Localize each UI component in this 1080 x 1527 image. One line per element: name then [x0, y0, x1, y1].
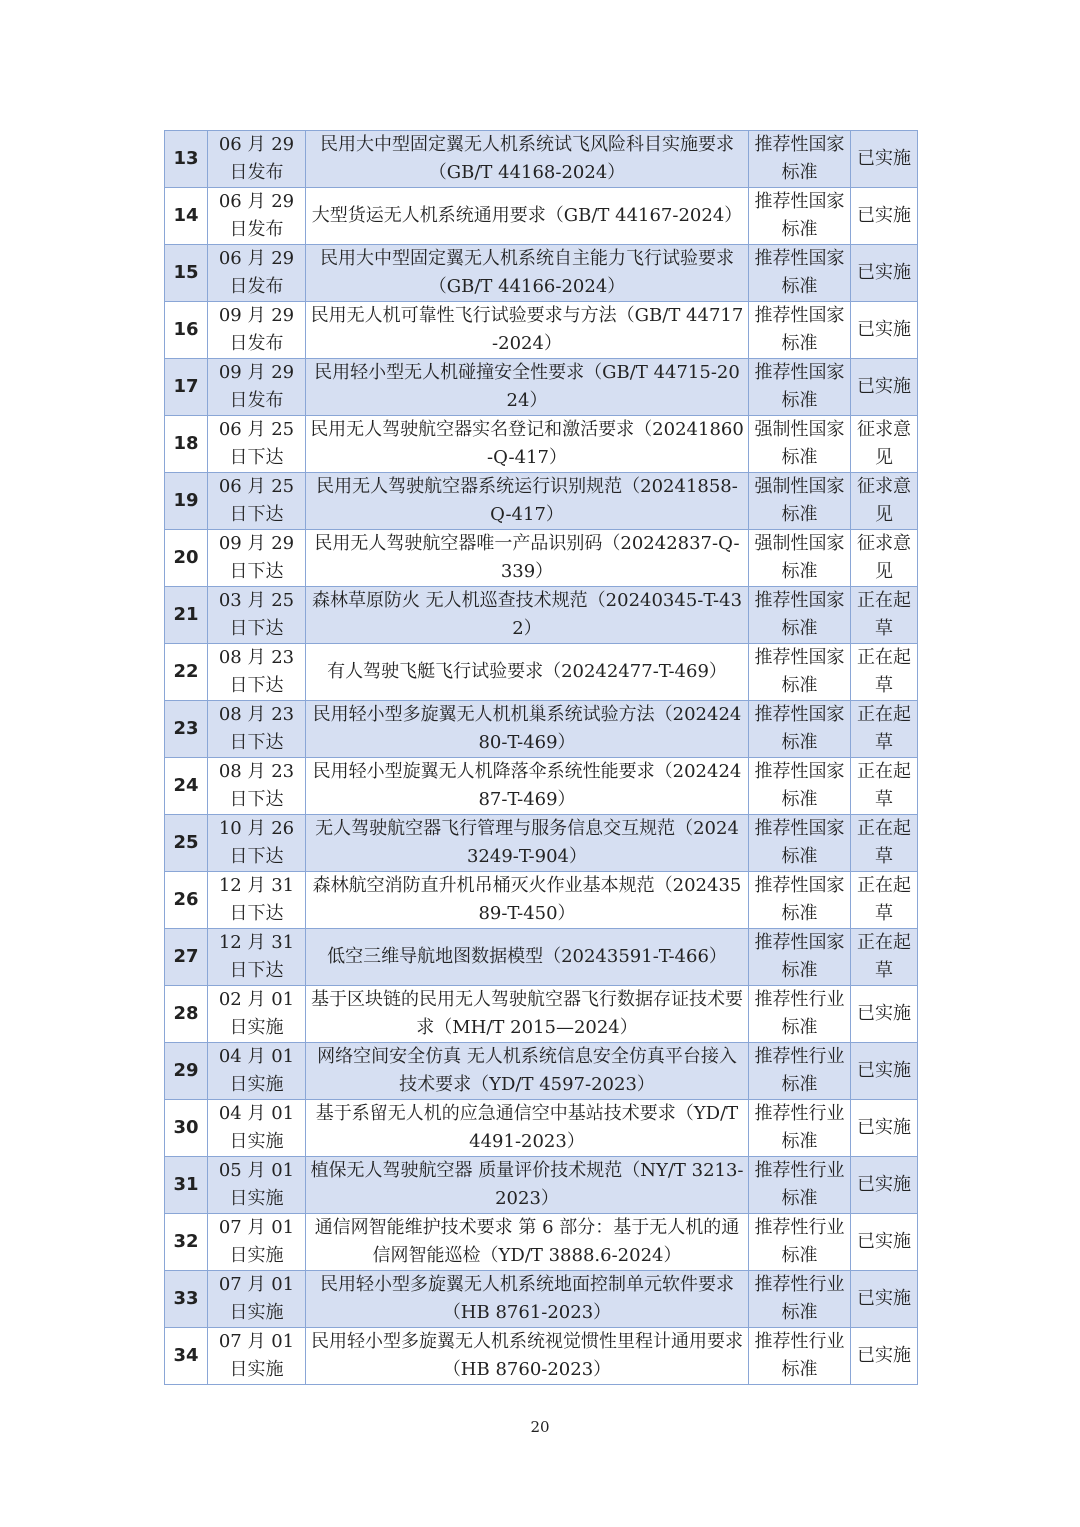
row-standard-name	[306, 1157, 749, 1214]
row-standard-type	[749, 872, 851, 929]
row-index	[165, 302, 208, 359]
row-index-text: 13	[173, 148, 199, 169]
row-standard-type	[749, 1271, 851, 1328]
row-status-text: 已实施	[857, 376, 911, 397]
row-status	[851, 815, 918, 872]
row-index-text: 25	[173, 832, 199, 853]
row-status	[851, 302, 918, 359]
table-row	[165, 986, 918, 1043]
row-standard-type-text: 推荐性国家标准	[754, 134, 845, 183]
row-status-text: 正在起草	[857, 590, 911, 639]
row-standard-name-text: 森林航空消防直升机吊桶灭火作业基本规范（20243589-T-450）	[312, 875, 742, 924]
row-index-text: 30	[173, 1117, 199, 1138]
row-index-text: 24	[173, 775, 199, 796]
row-standard-type-text: 推荐性国家标准	[754, 932, 845, 981]
row-index-text: 22	[173, 661, 199, 682]
row-index	[165, 416, 208, 473]
row-date-text: 08 月 23 日下达	[218, 704, 295, 753]
row-index	[165, 872, 208, 929]
row-status	[851, 872, 918, 929]
row-status	[851, 701, 918, 758]
row-date	[208, 1100, 306, 1157]
table-row	[165, 188, 918, 245]
row-index	[165, 473, 208, 530]
row-status-text: 已实施	[857, 1117, 911, 1138]
row-standard-type	[749, 359, 851, 416]
row-standard-name-text: 民用轻小型无人机碰撞安全性要求（GB/T 44715-2024）	[314, 362, 740, 411]
row-status	[851, 359, 918, 416]
row-standard-name	[306, 1043, 749, 1100]
table-row	[165, 872, 918, 929]
row-standard-name	[306, 416, 749, 473]
table-row	[165, 359, 918, 416]
row-standard-name	[306, 872, 749, 929]
row-index-text: 23	[173, 718, 199, 739]
table-row	[165, 1157, 918, 1214]
row-date-text: 02 月 01 日实施	[218, 989, 295, 1038]
table-row	[165, 587, 918, 644]
row-standard-name-text: 民用大中型固定翼无人机系统自主能力飞行试验要求（GB/T 44166-2024）	[320, 248, 734, 297]
row-index-text: 34	[173, 1345, 199, 1366]
row-date-text: 12 月 31 日下达	[218, 932, 295, 981]
row-status-text: 已实施	[857, 1288, 911, 1309]
row-standard-type	[749, 416, 851, 473]
row-index	[165, 359, 208, 416]
row-date	[208, 872, 306, 929]
row-index-text: 29	[173, 1060, 199, 1081]
page-number: 20	[530, 1418, 550, 1436]
row-standard-type	[749, 1157, 851, 1214]
row-index	[165, 587, 208, 644]
row-status-text: 已实施	[857, 205, 911, 226]
row-index-text: 27	[173, 946, 199, 967]
row-standard-name	[306, 758, 749, 815]
row-standard-type	[749, 758, 851, 815]
row-standard-type-text: 推荐性国家标准	[754, 590, 845, 639]
row-standard-type	[749, 131, 851, 188]
row-date-text: 09 月 29 日发布	[218, 305, 295, 354]
row-standard-name-text: 基于系留无人机的应急通信空中基站技术要求（YD/T 4491-2023）	[315, 1103, 739, 1152]
row-status-text: 正在起草	[857, 875, 911, 924]
row-standard-name-text: 民用轻小型旋翼无人机降落伞系统性能要求（20242487-T-469）	[312, 761, 742, 810]
row-index	[165, 815, 208, 872]
row-date	[208, 1214, 306, 1271]
row-standard-type	[749, 1328, 851, 1385]
table-row	[165, 1043, 918, 1100]
row-standard-name	[306, 587, 749, 644]
row-standard-name-text: 民用轻小型多旋翼无人机系统视觉惯性里程计通用要求（HB 8760-2023）	[311, 1331, 743, 1380]
standards-table-body	[165, 131, 918, 1385]
row-status-text: 已实施	[857, 1345, 911, 1366]
row-standard-type-text: 推荐性行业标准	[754, 1274, 845, 1323]
row-standard-type	[749, 701, 851, 758]
row-standard-type	[749, 929, 851, 986]
row-index	[165, 1043, 208, 1100]
row-date	[208, 1043, 306, 1100]
table-row	[165, 131, 918, 188]
row-date	[208, 644, 306, 701]
row-index	[165, 1157, 208, 1214]
row-index	[165, 530, 208, 587]
row-status-text: 已实施	[857, 319, 911, 340]
row-status	[851, 1328, 918, 1385]
row-status	[851, 929, 918, 986]
row-standard-name-text: 有人驾驶飞艇飞行试验要求（20242477-T-469）	[327, 661, 727, 682]
row-date-text: 08 月 23 日下达	[218, 647, 295, 696]
row-standard-name-text: 民用无人机可靠性飞行试验要求与方法（GB/T 44717-2024）	[310, 305, 744, 354]
row-date-text: 07 月 01 日实施	[218, 1217, 295, 1266]
row-status-text: 正在起草	[857, 818, 911, 867]
row-standard-name-text: 网络空间安全仿真 无人机系统信息安全仿真平台接入技术要求（YD/T 4597-2023）	[317, 1046, 737, 1095]
table-row	[165, 701, 918, 758]
row-index-text: 17	[173, 376, 199, 397]
row-status-text: 征求意见	[857, 533, 911, 582]
row-status	[851, 473, 918, 530]
row-date-text: 04 月 01 日实施	[218, 1103, 295, 1152]
row-standard-type	[749, 587, 851, 644]
row-date	[208, 302, 306, 359]
row-date	[208, 758, 306, 815]
row-standard-type-text: 推荐性国家标准	[754, 362, 845, 411]
row-date	[208, 587, 306, 644]
row-date	[208, 815, 306, 872]
row-index	[165, 1100, 208, 1157]
row-status-text: 已实施	[857, 1174, 911, 1195]
row-standard-name	[306, 473, 749, 530]
row-index	[165, 701, 208, 758]
row-standard-type-text: 推荐性国家标准	[754, 305, 845, 354]
row-standard-name-text: 低空三维导航地图数据模型（20243591-T-466）	[327, 946, 727, 967]
row-index-text: 15	[173, 262, 199, 283]
table-row	[165, 245, 918, 302]
row-standard-name-text: 民用无人驾驶航空器唯一产品识别码（20242837-Q-339）	[314, 533, 740, 582]
row-standard-name	[306, 188, 749, 245]
row-status-text: 已实施	[857, 1003, 911, 1024]
row-index	[165, 758, 208, 815]
row-date	[208, 929, 306, 986]
row-status-text: 正在起草	[857, 761, 911, 810]
row-date-text: 09 月 29 日下达	[218, 533, 295, 582]
row-index	[165, 929, 208, 986]
row-standard-name-text: 无人驾驶航空器飞行管理与服务信息交互规范（20243249-T-904）	[315, 818, 739, 867]
row-standard-type	[749, 815, 851, 872]
row-date-text: 06 月 25 日下达	[218, 419, 295, 468]
row-index-text: 20	[173, 547, 199, 568]
row-date	[208, 416, 306, 473]
row-standard-type-text: 推荐性行业标准	[754, 1046, 845, 1095]
row-date	[208, 986, 306, 1043]
row-status	[851, 1043, 918, 1100]
row-index	[165, 245, 208, 302]
row-status-text: 已实施	[857, 1231, 911, 1252]
row-standard-type	[749, 302, 851, 359]
row-standard-name	[306, 1328, 749, 1385]
table-row	[165, 1328, 918, 1385]
row-standard-name-text: 大型货运无人机系统通用要求（GB/T 44167-2024）	[311, 205, 743, 226]
row-standard-type-text: 强制性国家标准	[754, 533, 845, 582]
row-standard-name	[306, 1100, 749, 1157]
table-row	[165, 1100, 918, 1157]
row-standard-type-text: 强制性国家标准	[754, 419, 845, 468]
row-status	[851, 245, 918, 302]
row-status	[851, 986, 918, 1043]
row-date-text: 07 月 01 日实施	[218, 1331, 295, 1380]
row-status	[851, 644, 918, 701]
row-standard-type	[749, 245, 851, 302]
row-standard-name-text: 植保无人驾驶航空器 质量评价技术规范（NY/T 3213-2023）	[310, 1160, 744, 1209]
row-index-text: 14	[173, 205, 199, 226]
row-index	[165, 1328, 208, 1385]
row-status	[851, 188, 918, 245]
row-index-text: 28	[173, 1003, 199, 1024]
row-index-text: 21	[173, 604, 199, 625]
row-date	[208, 1328, 306, 1385]
standards-table	[164, 130, 918, 1385]
row-index-text: 18	[173, 433, 199, 454]
row-standard-name	[306, 815, 749, 872]
row-index	[165, 644, 208, 701]
table-row	[165, 473, 918, 530]
row-standard-type-text: 推荐性国家标准	[754, 818, 845, 867]
row-status	[851, 758, 918, 815]
row-date-text: 06 月 29 日发布	[218, 134, 295, 183]
table-row	[165, 302, 918, 359]
row-standard-type-text: 推荐性行业标准	[754, 1103, 845, 1152]
row-status	[851, 1100, 918, 1157]
row-standard-type-text: 推荐性行业标准	[754, 1331, 845, 1380]
row-status-text: 已实施	[857, 148, 911, 169]
row-standard-type	[749, 188, 851, 245]
row-standard-name	[306, 986, 749, 1043]
row-date-text: 08 月 23 日下达	[218, 761, 295, 810]
row-date-text: 03 月 25 日下达	[218, 590, 295, 639]
row-standard-type-text: 推荐性行业标准	[754, 1160, 845, 1209]
row-standard-name	[306, 359, 749, 416]
row-standard-type-text: 推荐性国家标准	[754, 248, 845, 297]
row-standard-name-text: 民用轻小型多旋翼无人机机巢系统试验方法（20242480-T-469）	[312, 704, 742, 753]
row-date	[208, 1271, 306, 1328]
row-standard-name	[306, 131, 749, 188]
row-index	[165, 1271, 208, 1328]
row-standard-name-text: 森林草原防火 无人机巡查技术规范（20240345-T-432）	[311, 590, 743, 639]
row-index	[165, 188, 208, 245]
row-status	[851, 416, 918, 473]
row-standard-name	[306, 1214, 749, 1271]
row-standard-type-text: 推荐性行业标准	[754, 1217, 845, 1266]
table-row	[165, 1214, 918, 1271]
row-status-text: 征求意见	[857, 419, 911, 468]
row-index-text: 31	[173, 1174, 199, 1195]
row-status-text: 已实施	[857, 1060, 911, 1081]
row-date-text: 04 月 01 日实施	[218, 1046, 295, 1095]
row-index-text: 16	[173, 319, 199, 340]
table-row	[165, 758, 918, 815]
row-standard-type	[749, 1100, 851, 1157]
row-date	[208, 473, 306, 530]
row-standard-name	[306, 1271, 749, 1328]
row-index-text: 26	[173, 889, 199, 910]
table-row	[165, 416, 918, 473]
row-date	[208, 1157, 306, 1214]
row-index-text: 33	[173, 1288, 199, 1309]
row-date-text: 07 月 01 日实施	[218, 1274, 295, 1323]
row-standard-type	[749, 1214, 851, 1271]
row-standard-type	[749, 644, 851, 701]
row-standard-type-text: 强制性国家标准	[754, 476, 845, 525]
row-status	[851, 587, 918, 644]
row-index-text: 32	[173, 1231, 199, 1252]
row-date	[208, 245, 306, 302]
row-standard-type-text: 推荐性国家标准	[754, 761, 845, 810]
row-date	[208, 359, 306, 416]
row-standard-name	[306, 644, 749, 701]
row-standard-name-text: 通信网智能维护技术要求 第 6 部分：基于无人机的通信网智能巡检（YD/T 3888.6-2024）	[314, 1217, 740, 1266]
row-standard-type-text: 推荐性国家标准	[754, 875, 845, 924]
row-status-text: 已实施	[857, 262, 911, 283]
row-date-text: 06 月 29 日发布	[218, 191, 295, 240]
row-standard-name-text: 基于区块链的民用无人驾驶航空器飞行数据存证技术要求（MH/T 2015—2024）	[311, 989, 743, 1038]
row-status-text: 正在起草	[857, 932, 911, 981]
row-standard-name-text: 民用无人驾驶航空器系统运行识别规范（20241858-Q-417）	[316, 476, 738, 525]
row-index	[165, 1214, 208, 1271]
row-date	[208, 188, 306, 245]
row-standard-type-text: 推荐性国家标准	[754, 647, 845, 696]
row-status	[851, 1214, 918, 1271]
row-standard-type-text: 推荐性国家标准	[754, 191, 845, 240]
table-row	[165, 815, 918, 872]
row-status	[851, 530, 918, 587]
row-date-text: 06 月 29 日发布	[218, 248, 295, 297]
row-status-text: 正在起草	[857, 647, 911, 696]
table-row	[165, 929, 918, 986]
row-date-text: 12 月 31 日下达	[218, 875, 295, 924]
table-row	[165, 644, 918, 701]
row-date-text: 06 月 25 日下达	[218, 476, 295, 525]
row-standard-name-text: 民用大中型固定翼无人机系统试飞风险科目实施要求（GB/T 44168-2024）	[320, 134, 734, 183]
row-standard-name	[306, 530, 749, 587]
row-standard-type	[749, 473, 851, 530]
row-standard-type-text: 推荐性国家标准	[754, 704, 845, 753]
row-date-text: 09 月 29 日发布	[218, 362, 295, 411]
row-status	[851, 1271, 918, 1328]
row-standard-type	[749, 530, 851, 587]
row-index	[165, 986, 208, 1043]
row-status-text: 正在起草	[857, 704, 911, 753]
row-standard-type-text: 推荐性行业标准	[754, 989, 845, 1038]
row-standard-name	[306, 245, 749, 302]
row-status-text: 征求意见	[857, 476, 911, 525]
row-standard-name-text: 民用轻小型多旋翼无人机系统地面控制单元软件要求（HB 8761-2023）	[320, 1274, 734, 1323]
row-index	[165, 131, 208, 188]
row-date	[208, 131, 306, 188]
row-standard-name	[306, 302, 749, 359]
row-date	[208, 530, 306, 587]
table-row	[165, 1271, 918, 1328]
row-standard-name	[306, 701, 749, 758]
table-row	[165, 530, 918, 587]
row-status	[851, 131, 918, 188]
row-date-text: 05 月 01 日实施	[218, 1160, 295, 1209]
row-standard-name-text: 民用无人驾驶航空器实名登记和激活要求（20241860-Q-417）	[310, 419, 744, 468]
row-standard-type	[749, 1043, 851, 1100]
row-standard-type	[749, 986, 851, 1043]
row-index-text: 19	[173, 490, 199, 511]
row-standard-name	[306, 929, 749, 986]
row-status	[851, 1157, 918, 1214]
row-date	[208, 701, 306, 758]
row-date-text: 10 月 26 日下达	[218, 818, 295, 867]
